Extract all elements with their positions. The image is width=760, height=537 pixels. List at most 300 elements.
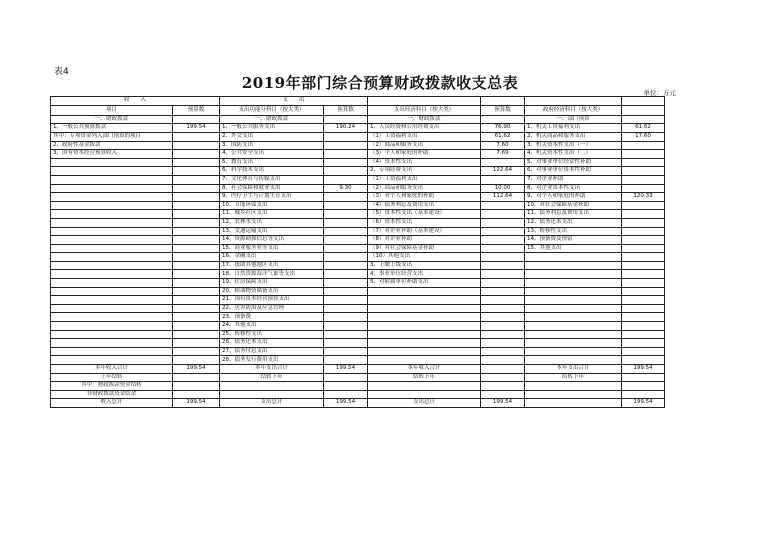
item-label-cell [368,347,481,356]
budget-amount-cell [622,115,665,124]
budget-amount-cell [324,287,368,296]
col-header-gov-econ-class: 政府经济科目（按大类） [525,106,622,115]
item-label-cell [51,167,173,176]
budget-amount-cell [324,296,368,305]
item-label-cell: 3、国防支出 [220,141,324,150]
item-label-cell: 4、事业单位经营支出 [368,270,481,279]
budget-amount-cell [622,304,665,313]
item-label-cell: 11、债务利息及费用支出 [525,210,622,219]
item-label-cell: 本年收入合计 [368,365,481,374]
item-label-cell: 17、援助其他地区支出 [220,261,324,270]
table-row [51,347,665,356]
table-row [51,184,665,193]
expense-header: 支 出 [220,97,368,106]
budget-amount-cell: 61.62 [622,124,665,133]
col-header-item: 项目 [51,106,173,115]
budget-amount-cell [173,193,220,202]
table-row [51,175,665,184]
item-label-cell [51,218,173,227]
item-label-cell: 一、财政拨款 [368,115,481,124]
table-number-label: 表4 [54,67,69,77]
budget-amount-cell [173,184,220,193]
item-label-cell [220,390,324,399]
budget-amount-cell [173,158,220,167]
budget-amount-cell [622,158,665,167]
budget-amount-cell [324,304,368,313]
budget-amount-cell: 199.54 [622,399,665,408]
table-row [51,201,665,210]
budget-amount-cell [622,347,665,356]
table-row [51,390,665,399]
item-label-cell [51,296,173,305]
item-label-cell: 6、对事业单位资本性补助 [525,167,622,176]
budget-amount-cell [481,227,525,236]
item-label-cell [51,236,173,245]
col-header-func-class: 支出功能分科目（按大类） [220,106,324,115]
item-label-cell [525,330,622,339]
item-label-cell [51,356,173,365]
item-label-cell: （4）债务利息及费用支出 [368,201,481,210]
item-label-cell: 18、自然资源海洋气象等支出 [220,270,324,279]
budget-amount-cell [481,287,525,296]
table-row [51,287,665,296]
budget-amount-cell [622,167,665,176]
item-label-cell [51,287,173,296]
budget-amount-cell [324,270,368,279]
budget-amount-cell [324,261,368,270]
budget-amount-cell [622,270,665,279]
budget-amount-cell [481,390,525,399]
item-label-cell: 20、粮油物资储备支出 [220,287,324,296]
budget-amount-cell [622,244,665,253]
budget-amount-cell [622,227,665,236]
budget-amount-cell: 76.90 [481,124,525,133]
budget-amount-cell [324,373,368,382]
item-label-cell: （9）对社会保障基金补助 [368,244,481,253]
budget-summary-table [50,96,665,408]
income-header: 收 入 [51,97,220,106]
col-header-blank [622,106,665,115]
item-label-cell [368,313,481,322]
item-label-cell: 8、社会保障和就业支出 [220,184,324,193]
budget-amount-cell [622,382,665,391]
item-label-cell [51,270,173,279]
item-label-cell: 23、预备费 [220,313,324,322]
item-label-cell [368,382,481,391]
item-label-cell [368,322,481,331]
budget-amount-cell [324,322,368,331]
table-row [51,339,665,348]
page-title: 2019年部门综合预算财政拨款收支总表 [241,74,519,92]
table-row [51,244,665,253]
col-header-econ-class: 支出经济科目（按大类） [368,106,481,115]
budget-amount-cell [173,175,220,184]
item-label-cell [368,296,481,305]
budget-amount-cell [324,150,368,159]
item-label-cell: 21、国有资本经营预算支出 [220,296,324,305]
budget-amount-cell [173,150,220,159]
item-label-cell: 25、转移性支出 [220,330,324,339]
budget-amount-cell: 199.54 [173,365,220,374]
item-label-cell [51,244,173,253]
budget-amount-cell [622,261,665,270]
item-label-cell: 15、商业服务业等支出 [220,244,324,253]
unit-label: 单位：万元 [643,89,676,97]
budget-amount-cell [481,296,525,305]
budget-amount-cell [622,356,665,365]
table-row [51,193,665,202]
item-label-cell: 其中：财政拨款资金结转 [51,382,173,391]
item-label-cell: 1、一般公共服务支出 [220,124,324,133]
table-row [51,158,665,167]
budget-amount-cell: 199.54 [173,399,220,408]
item-label-cell: 5、教育支出 [220,158,324,167]
budget-amount-cell [324,313,368,322]
item-label-cell: 13、交通运输支出 [220,227,324,236]
table-row [51,279,665,288]
item-label-cell: 3、国有资本经营预算收入 [51,150,173,159]
budget-amount-cell [324,201,368,210]
budget-amount-cell [481,322,525,331]
header-row-top [51,97,665,106]
budget-amount-cell [324,382,368,391]
budget-amount-cell [622,287,665,296]
item-label-cell [51,175,173,184]
item-label-cell [220,382,324,391]
budget-amount-cell [481,347,525,356]
item-label-cell: （2）商品和服务支出 [368,141,481,150]
budget-amount-cell: 7.60 [481,141,525,150]
budget-amount-cell [173,115,220,124]
col-header-budget: 预算数 [481,106,525,115]
item-label-cell [51,322,173,331]
item-label-cell: 1、一般公共预算拨款 [51,124,173,133]
item-label-cell: 15、其他支出 [525,244,622,253]
budget-amount-cell [622,322,665,331]
item-label-cell: 26、债务还本支出 [220,339,324,348]
budget-amount-cell [173,382,220,391]
budget-amount-cell [622,218,665,227]
table-row [51,296,665,305]
item-label-cell: 结转下年 [368,373,481,382]
item-label-cell: （2）商品和服务支出 [368,184,481,193]
item-label-cell: 1、人员经费和公用经费支出 [368,124,481,133]
item-label-cell: （8）对企业补助 [368,236,481,245]
item-label-cell: 12、农林水支出 [220,218,324,227]
budget-amount-cell [622,313,665,322]
item-label-cell: 11、城乡社区支出 [220,210,324,219]
budget-amount-cell: 199.54 [324,365,368,374]
item-label-cell: 2、专项经费支出 [368,167,481,176]
item-label-cell [51,201,173,210]
item-label-cell [525,339,622,348]
item-label-cell: （1）工资福利支出 [368,132,481,141]
item-label-cell: （7）对企业补助（基本建设） [368,227,481,236]
item-label-cell: 本年支出合计 [525,365,622,374]
item-label-cell: 收入总计 [51,399,173,408]
item-label-cell [51,261,173,270]
budget-amount-cell [481,210,525,219]
table-row [51,167,665,176]
item-label-cell: 9、医疗卫生与计划生育支出 [220,193,324,202]
budget-amount-cell [622,373,665,382]
budget-amount-cell [481,270,525,279]
budget-amount-cell [173,270,220,279]
budget-amount-cell [622,279,665,288]
budget-amount-cell [173,218,220,227]
col-header-budget: 预算数 [173,106,220,115]
item-label-cell: 其中：专项资金列入部门预算的项目 [51,132,173,141]
table-row [51,236,665,245]
item-label-cell [368,356,481,365]
budget-amount-cell [622,296,665,305]
item-label-cell [51,313,173,322]
budget-amount-cell [173,287,220,296]
item-label-cell: 27、债务付息支出 [220,347,324,356]
item-label-cell [525,304,622,313]
item-label-cell: 19、住房保障支出 [220,279,324,288]
item-label-cell [51,339,173,348]
budget-amount-cell [622,330,665,339]
budget-amount-cell [173,356,220,365]
table-row [51,253,665,262]
budget-amount-cell [622,339,665,348]
item-label-cell [525,279,622,288]
budget-amount-cell: 122.64 [481,167,525,176]
budget-amount-cell [173,210,220,219]
item-label-cell: 支出总计 [220,399,324,408]
item-label-cell: 4、机关资本性支出（二） [525,150,622,159]
budget-amount-cell [481,313,525,322]
item-label-cell: 6、科学技术支出 [220,167,324,176]
budget-amount-cell [173,279,220,288]
budget-amount-cell [481,175,525,184]
budget-amount-cell [173,339,220,348]
item-label-cell: 结转下年 [525,373,622,382]
item-label-cell: 3、机关资本性支出（一） [525,141,622,150]
item-label-cell: 一、财政拨款 [51,115,173,124]
budget-amount-cell [622,141,665,150]
budget-amount-cell: 199.54 [173,124,220,133]
item-label-cell [368,390,481,399]
item-label-cell [51,304,173,313]
header-blank [481,97,525,106]
item-label-cell [51,279,173,288]
budget-amount-cell [324,236,368,245]
budget-amount-cell [324,390,368,399]
item-label-cell [51,210,173,219]
budget-amount-cell [173,261,220,270]
budget-amount-cell [173,313,220,322]
item-label-cell: 2、机关商品和服务支出 [525,132,622,141]
table-row [51,330,665,339]
budget-amount-cell [173,253,220,262]
budget-amount-cell [173,390,220,399]
item-label-cell: 12、债务还本支出 [525,218,622,227]
budget-amount-cell: 199.54 [481,399,525,408]
budget-amount-cell [324,175,368,184]
item-label-cell: 一、部门预算 [525,115,622,124]
item-label-cell [368,287,481,296]
table-row [51,365,665,374]
budget-amount-cell [481,218,525,227]
budget-amount-cell [622,175,665,184]
item-label-cell [525,261,622,270]
budget-amount-cell: 112.64 [481,193,525,202]
item-label-cell [525,287,622,296]
item-label-cell: （1）工资福利支出 [368,175,481,184]
col-header-budget: 预算数 [324,106,368,115]
item-label-cell [525,270,622,279]
budget-amount-cell [324,227,368,236]
item-label-cell: （3）个人和家庭的补助 [368,150,481,159]
budget-amount-cell [622,236,665,245]
item-label-cell: 3、上缴上级支出 [368,261,481,270]
item-label-cell: 2、外交支出 [220,132,324,141]
item-label-cell [525,382,622,391]
budget-amount-cell [324,330,368,339]
budget-amount-cell [173,236,220,245]
item-label-cell: （3）对个人和家庭的补助 [368,193,481,202]
item-label-cell: （6）资本性支出 [368,218,481,227]
budget-amount-cell [173,201,220,210]
item-label-cell: 22、灾害防治及应急管理 [220,304,324,313]
table-row [51,322,665,331]
budget-amount-cell [481,201,525,210]
budget-amount-cell: 10.00 [481,184,525,193]
item-label-cell: 10、节能环保支出 [220,201,324,210]
budget-amount-cell [173,132,220,141]
budget-amount-cell: 7.69 [481,150,525,159]
budget-amount-cell: 190.24 [324,124,368,133]
table-row [51,270,665,279]
item-label-cell [525,399,622,408]
budget-amount-cell [173,227,220,236]
budget-amount-cell: 17.60 [622,132,665,141]
table-row [51,373,665,382]
item-label-cell [525,313,622,322]
item-label-cell: 结转下年 [220,373,324,382]
item-label-cell: 10、对社会保障基金补助 [525,201,622,210]
table-row [51,124,665,133]
item-label-cell: 28、债务发行费用支出 [220,356,324,365]
item-label-cell [368,304,481,313]
budget-amount-cell [324,356,368,365]
budget-amount-cell [173,141,220,150]
budget-amount-cell: 199.54 [324,399,368,408]
item-label-cell [525,253,622,262]
header-blank [368,97,481,106]
budget-amount-cell [622,210,665,219]
budget-amount-cell [622,184,665,193]
budget-amount-cell [481,330,525,339]
item-label-cell: 支出总计 [368,399,481,408]
table-row [51,304,665,313]
item-label-cell [51,158,173,167]
budget-amount-cell [173,347,220,356]
item-label-cell: 16、金融支出 [220,253,324,262]
budget-amount-cell [481,158,525,167]
budget-amount-cell [324,347,368,356]
item-label-cell [525,356,622,365]
table-row [51,227,665,236]
budget-amount-cell [481,304,525,313]
item-label-cell: （5）资本性支出（基本建设） [368,210,481,219]
budget-amount-cell [622,150,665,159]
budget-amount-cell [622,253,665,262]
table-row [51,150,665,159]
budget-amount-cell [481,365,525,374]
table-row [51,356,665,365]
budget-amount-cell [324,115,368,124]
budget-amount-cell [481,253,525,262]
budget-amount-cell: 199.54 [622,365,665,374]
budget-amount-cell: 120.33 [622,193,665,202]
table-row [51,313,665,322]
item-label-cell: 14、预备费及预留 [525,236,622,245]
item-label-cell [368,339,481,348]
item-label-cell: 13、转移性支出 [525,227,622,236]
item-label-cell: 7、文化体育与传媒支出 [220,175,324,184]
header-row-columns [51,106,665,115]
table-row [51,261,665,270]
budget-amount-cell [481,261,525,270]
header-blank [622,97,665,106]
header-blank [525,97,622,106]
budget-amount-cell [324,193,368,202]
item-label-cell: 14、资源勘探信息等支出 [220,236,324,245]
budget-amount-cell [481,236,525,245]
item-label-cell [525,296,622,305]
budget-amount-cell [622,201,665,210]
budget-amount-cell [324,158,368,167]
budget-amount-cell [481,115,525,124]
budget-amount-cell [173,304,220,313]
item-label-cell: 7、对企业补助 [525,175,622,184]
table-row [51,115,665,124]
item-label-cell [51,253,173,262]
budget-amount-cell [173,322,220,331]
table-row [51,399,665,408]
budget-amount-cell [324,132,368,141]
budget-amount-cell [481,373,525,382]
item-label-cell: 9、对个人和家庭的补助 [525,193,622,202]
budget-amount-cell [173,296,220,305]
item-label-cell [525,322,622,331]
item-label-cell: （10）其他支出 [368,253,481,262]
budget-amount-cell [173,167,220,176]
item-label-cell [368,330,481,339]
budget-amount-cell [481,382,525,391]
budget-amount-cell [622,390,665,399]
item-label-cell: 8、对企业资本性支出 [525,184,622,193]
budget-amount-cell [324,339,368,348]
budget-amount-cell [173,373,220,382]
budget-amount-cell [481,356,525,365]
budget-amount-cell [324,279,368,288]
item-label-cell [525,347,622,356]
item-label-cell: 24、其他支出 [220,322,324,331]
table-row [51,141,665,150]
budget-amount-cell [173,244,220,253]
budget-amount-cell [324,141,368,150]
item-label-cell [51,184,173,193]
item-label-cell: 4、公共安全支出 [220,150,324,159]
budget-amount-cell [481,279,525,288]
budget-amount-cell [324,244,368,253]
item-label-cell: 2、政府性基金拨款 [51,141,173,150]
item-label-cell: （4）资本性支出 [368,158,481,167]
